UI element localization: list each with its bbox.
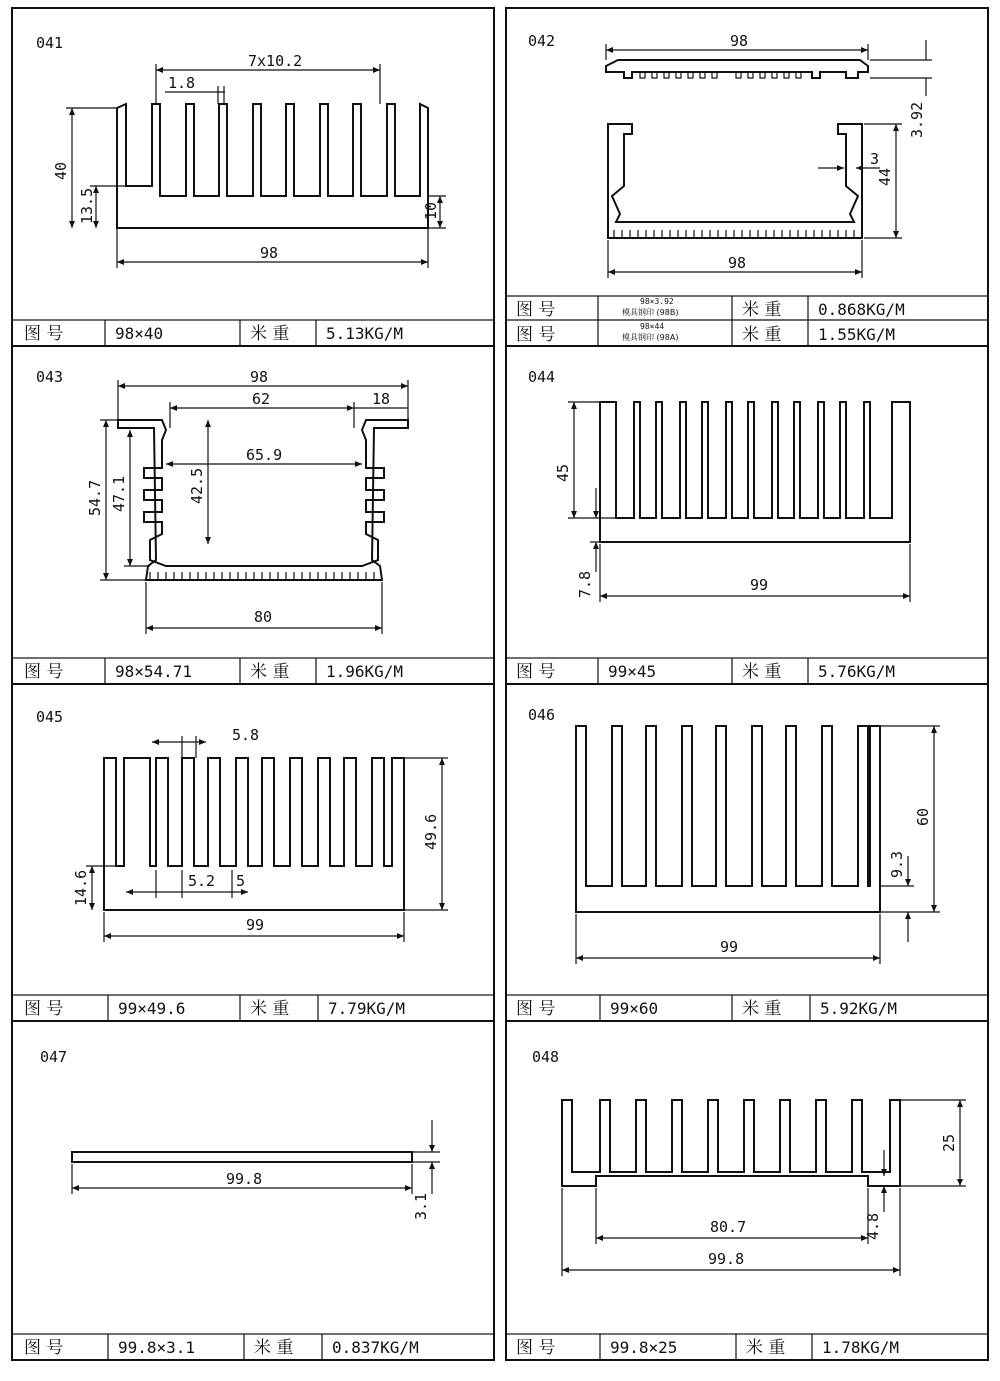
dim-housing-width: 98 <box>728 254 747 272</box>
dim-width: 99.8 <box>226 1170 263 1188</box>
spec-table-045 <box>12 995 494 1021</box>
label-weight: 米 重 <box>742 662 782 682</box>
label-weight: 米 重 <box>742 325 782 345</box>
label-drawing-no: 图 号 <box>24 662 64 682</box>
spec-value: 98×54.71 <box>115 662 193 681</box>
heatsink-profile-041 <box>117 104 428 228</box>
dim-width: 99 <box>720 938 739 956</box>
dim-gap: 5.2 <box>188 872 216 890</box>
panel-id: 046 <box>528 706 556 724</box>
housing-profile-042 <box>608 124 862 238</box>
panel-046 <box>506 706 988 1021</box>
label-weight: 米 重 <box>254 1338 294 1358</box>
plate-profile-047 <box>72 1152 412 1162</box>
heatsink-profile-046 <box>576 726 880 912</box>
spec-table-046 <box>506 995 988 1021</box>
panel-041 <box>12 34 494 346</box>
spec-table-043 <box>12 658 494 684</box>
heatsink-profile-044 <box>600 402 910 542</box>
spec-value: 98×40 <box>115 324 164 343</box>
dim-cover-height: 3.92 <box>908 101 926 138</box>
panel-id: 043 <box>36 368 64 386</box>
heatsink-profile-048 <box>562 1100 900 1186</box>
dim-fin: 5 <box>236 872 246 890</box>
weight-value: 1.78KG/M <box>822 1338 900 1357</box>
heatsink-profile-045 <box>104 758 404 910</box>
spec-table-044 <box>506 658 988 684</box>
spec-value-a: 98×3.92 <box>640 297 674 306</box>
spec-table-048 <box>506 1334 988 1360</box>
dim-height: 40 <box>52 161 70 180</box>
mold-mark-a: 模具钢印 (98B) <box>622 308 679 317</box>
panel-id: 042 <box>528 32 556 50</box>
dim-base-height: 4.8 <box>864 1212 882 1240</box>
weight-value: 5.13KG/M <box>326 324 404 343</box>
label-weight: 米 重 <box>742 999 782 1019</box>
spec-value-b: 98×44 <box>640 322 665 331</box>
label-weight: 米 重 <box>250 999 290 1019</box>
mold-mark-b: 模具钢印 (98A) <box>622 333 679 342</box>
dim-inner: 62 <box>252 390 271 408</box>
dim-height: 45 <box>554 463 572 482</box>
panel-045 <box>12 708 494 1021</box>
weight-value: 7.79KG/M <box>328 999 406 1018</box>
dim-step-width: 80.7 <box>710 1218 747 1236</box>
spec-table-042 <box>506 296 988 346</box>
spec-value: 99×60 <box>610 999 659 1018</box>
dim-top-width: 98 <box>250 368 269 386</box>
panel-id: 044 <box>528 368 556 386</box>
dim-base-width: 80 <box>254 608 273 626</box>
label-weight: 米 重 <box>250 662 290 682</box>
dim-housing-height: 44 <box>876 167 894 186</box>
dim-fin-count: 7x10.2 <box>248 52 303 70</box>
dim-base-height: 9.3 <box>888 850 906 878</box>
dim-cavity-height: 42.5 <box>188 467 206 504</box>
weight-value: 1.96KG/M <box>326 662 404 681</box>
dim-flange: 18 <box>372 390 391 408</box>
spec-table-047 <box>12 1334 494 1360</box>
weight-value: 5.76KG/M <box>818 662 896 681</box>
spec-value: 99×49.6 <box>118 999 186 1018</box>
spec-table-041 <box>12 320 494 346</box>
dim-base-height: 14.6 <box>72 869 90 906</box>
dim-height: 25 <box>940 1133 958 1152</box>
label-drawing-no: 图 号 <box>516 325 556 345</box>
label-weight: 米 重 <box>746 1338 786 1358</box>
panel-048 <box>506 1048 988 1360</box>
label-weight: 米 重 <box>742 300 782 320</box>
panel-id: 047 <box>40 1048 68 1066</box>
dim-fin-gap: 10 <box>422 201 440 220</box>
dim-height: 60 <box>914 807 932 826</box>
weight-value: 0.837KG/M <box>332 1338 419 1357</box>
label-drawing-no: 图 号 <box>516 300 556 320</box>
label-weight: 米 重 <box>250 324 290 344</box>
label-drawing-no: 图 号 <box>516 662 556 682</box>
weight-value-a: 0.868KG/M <box>818 300 905 319</box>
panel-id: 048 <box>532 1048 560 1066</box>
panel-042 <box>506 32 988 346</box>
weight-value: 5.92KG/M <box>820 999 898 1018</box>
panel-043 <box>12 368 494 684</box>
dim-fin-pitch: 5.8 <box>232 726 260 744</box>
dim-wall-height: 47.1 <box>110 475 128 512</box>
panel-044 <box>506 368 988 684</box>
panel-047 <box>12 1048 494 1360</box>
spec-value: 99.8×25 <box>610 1338 678 1357</box>
dim-total-height: 54.7 <box>86 479 104 516</box>
dim-width: 99 <box>750 576 769 594</box>
dim-base-height: 13.5 <box>78 187 96 224</box>
dim-width: 99 <box>246 916 265 934</box>
dim-thickness: 3.1 <box>412 1192 430 1220</box>
dim-inner-width: 65.9 <box>246 446 283 464</box>
panel-id: 045 <box>36 708 64 726</box>
dim-wall: 3 <box>870 150 880 168</box>
spec-value: 99.8×3.1 <box>118 1338 196 1357</box>
dim-width: 98 <box>260 244 279 262</box>
label-drawing-no: 图 号 <box>516 999 556 1019</box>
dim-cover-width: 98 <box>730 32 749 50</box>
dim-fin-thickness: 1.8 <box>168 74 196 92</box>
enclosure-profile-043 <box>118 420 408 580</box>
dim-width: 99.8 <box>708 1250 745 1268</box>
label-drawing-no: 图 号 <box>24 1338 64 1358</box>
label-drawing-no: 图 号 <box>516 1338 556 1358</box>
dim-base-height: 7.8 <box>576 570 594 598</box>
dim-height: 49.6 <box>422 813 440 850</box>
spec-value: 99×45 <box>608 662 657 681</box>
label-drawing-no: 图 号 <box>24 999 64 1019</box>
weight-value-b: 1.55KG/M <box>818 325 896 344</box>
label-drawing-no: 图 号 <box>24 324 64 344</box>
panel-id: 041 <box>36 34 64 52</box>
